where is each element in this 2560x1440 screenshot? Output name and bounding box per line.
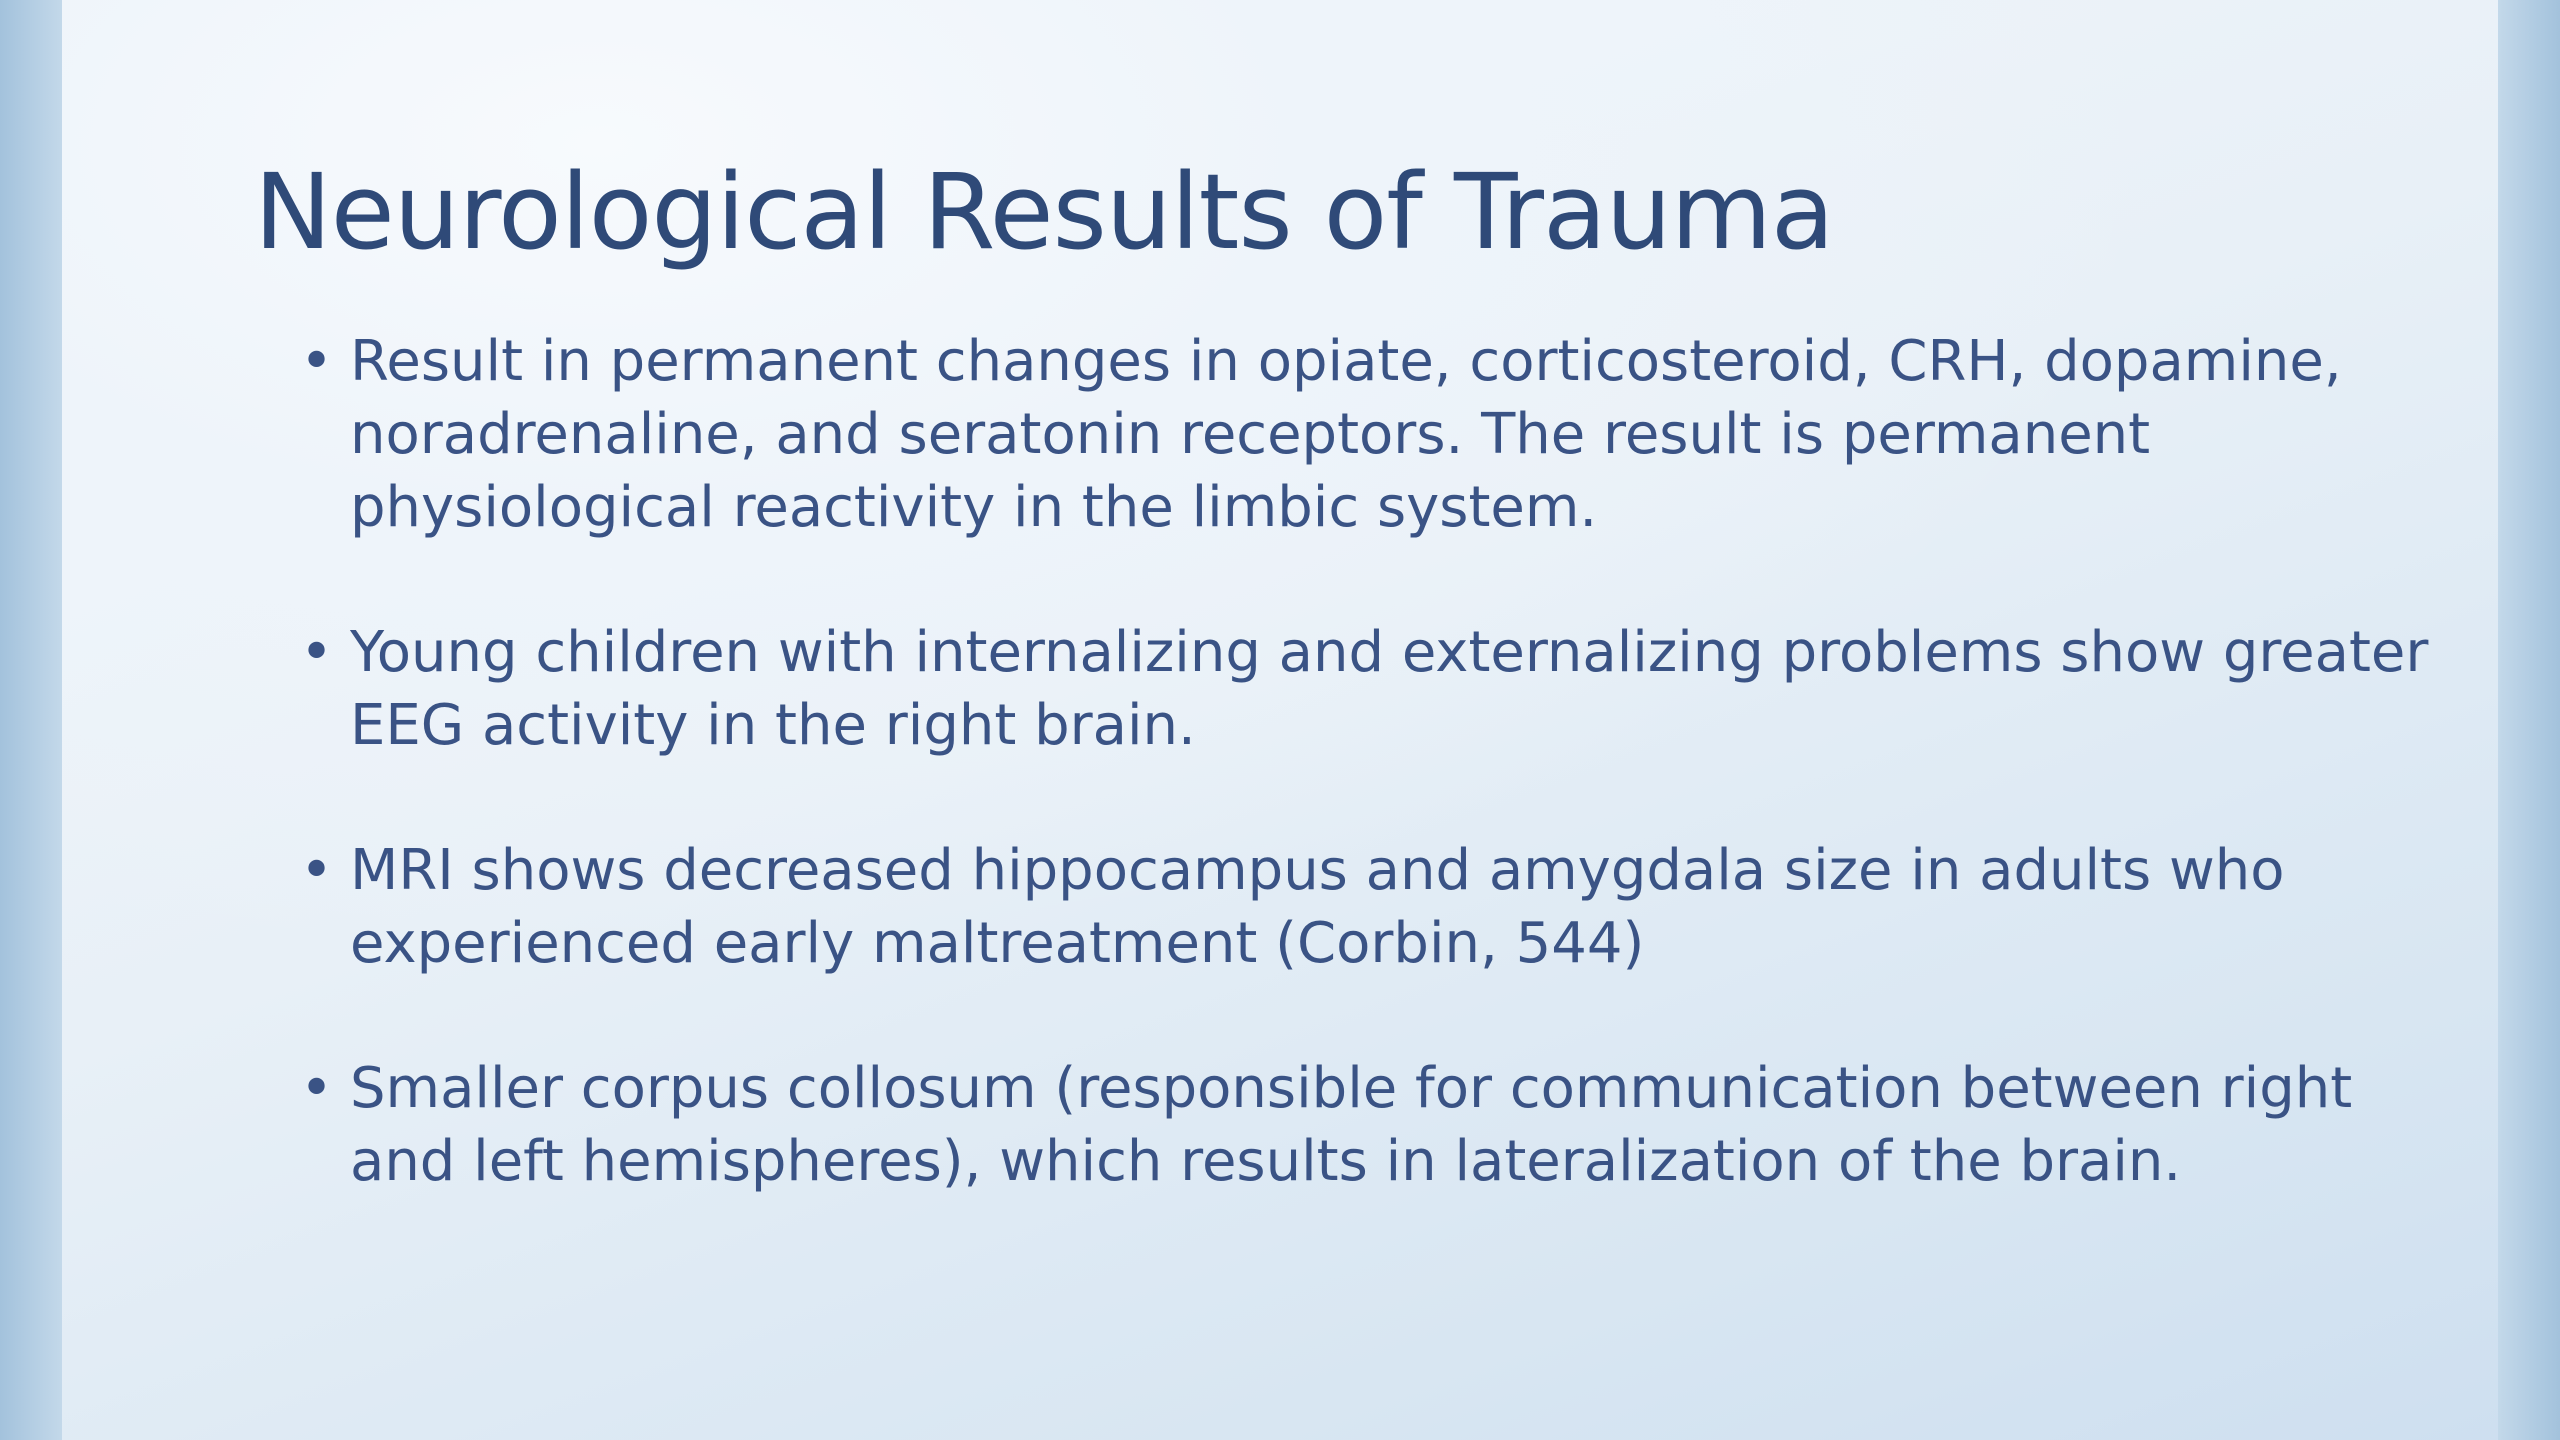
- bullet-list: [300, 325, 2440, 1270]
- bullet-text: Result in permanent changes in opiate, corticosteroid, CRH, dopamine, noradrenaline, and seratonin receptors. The result is permanent physiological reactivity in the limbic system.: [350, 329, 2342, 540]
- bullet-text: Young children with internalizing and externalizing problems show greater EEG activity in the right brain.: [350, 620, 2429, 758]
- bullet-item: [300, 834, 2440, 980]
- bullet-text: MRI shows decreased hippocampus and amygdala size in adults who experienced early maltreatment (Corbin, 544): [350, 838, 2285, 976]
- bullet-dot-icon: •: [300, 1056, 334, 1121]
- bullet-dot-icon: •: [300, 620, 334, 685]
- bullet-dot-icon: •: [300, 838, 334, 903]
- slide-title: Neurological Results of Trauma: [254, 151, 1834, 273]
- bullet-item: [300, 1052, 2440, 1198]
- bullet-item: [300, 325, 2440, 544]
- slide: [62, 0, 2498, 1440]
- bullet-dot-icon: •: [300, 329, 334, 394]
- bullet-text: Smaller corpus collosum (responsible for communication between right and left hemispheres), which results in lateralization of the brain.: [350, 1056, 2353, 1194]
- bullet-item: [300, 616, 2440, 762]
